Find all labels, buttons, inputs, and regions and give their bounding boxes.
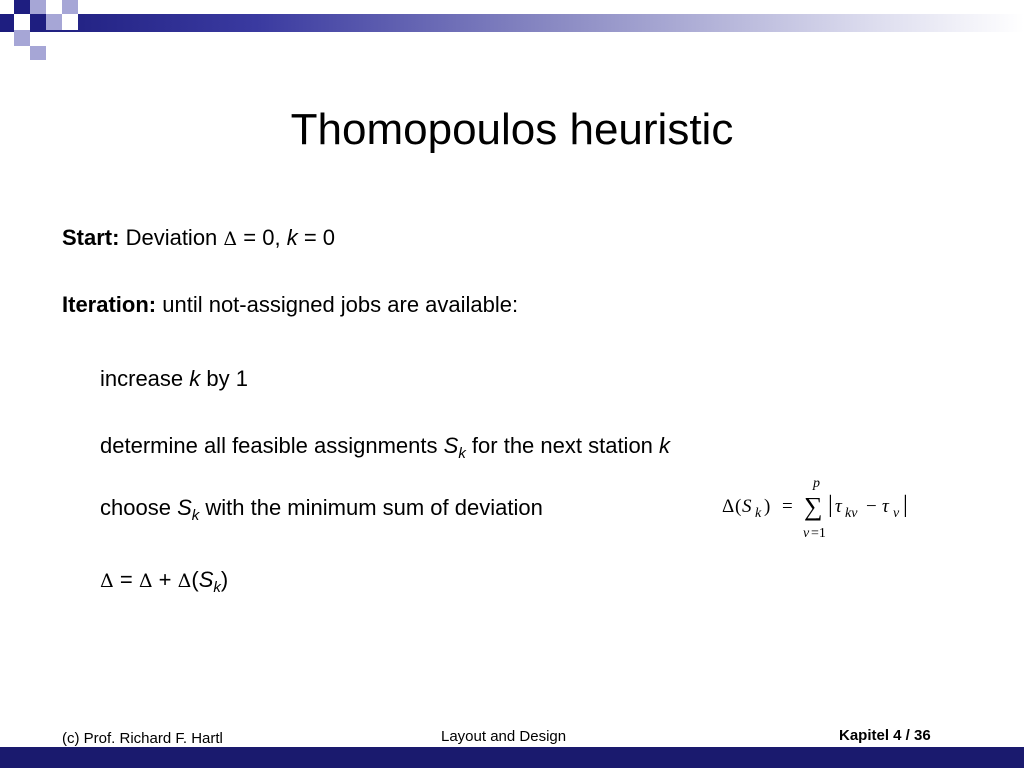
paren: ) [220,567,229,592]
sum-lower-limit: v [803,526,810,541]
start-label: Start: [62,225,120,250]
header-decor-square [30,14,46,30]
step-determine-assignments [100,432,670,460]
iteration-text: until not-assigned jobs are available: [156,292,519,317]
header-decor-square [14,30,30,46]
formula-s: S [742,496,752,517]
header-decor-square [0,14,14,30]
step-text: determine all feasible assignments [100,433,444,458]
k-subscript: k [458,445,466,462]
header-decor-square [46,0,62,14]
k-subscript: k [213,579,221,596]
header-decor-square [14,14,30,30]
footer-page-number: Kapitel 4 / 36 [839,727,931,744]
abs-bar-left: | [828,492,833,518]
k-variable: k [189,366,201,391]
abs-bar-right: | [903,492,908,518]
step-text: for the next station [465,433,660,458]
header-decor-square [62,0,78,14]
step-choose-minimum [100,494,543,522]
step-increase-k [100,365,248,393]
sum-lower-limit: =1 [811,526,826,541]
start-line [62,224,335,253]
iteration-line [62,291,518,319]
step-text: with the minimum sum of deviation [199,495,543,520]
formula-paren: ( [735,496,742,517]
start-text: = 0, [237,225,287,250]
header-decor-square [46,14,62,30]
k-variable: k [659,433,671,458]
paren: ( [191,567,199,592]
equals-sign: = [113,567,139,592]
formula-equals: = [782,496,793,517]
delta-symbol: Δ [177,570,192,592]
start-text: = 0 [297,225,336,250]
footer-bar [0,747,1024,768]
delta-symbol: Δ [138,570,153,592]
s-variable: S [443,433,459,458]
s-variable: S [177,495,192,520]
header-decor-square [30,0,46,14]
formula-minus: − [866,496,877,517]
formula-delta: Δ [722,496,735,517]
slide-title: Thomopoulos heuristic [290,105,734,154]
header-decor-square [30,46,46,60]
step-text: increase [100,366,190,391]
formula-paren: ) [764,496,771,517]
delta-symbol: Δ [223,228,238,250]
formula-subscript: kv [845,506,858,521]
header-gradient-bar [0,14,1024,32]
delta-symbol: Δ [100,570,114,592]
k-variable: k [286,225,298,250]
sum-upper-limit: p [813,476,820,491]
formula-subscript: v [893,506,900,521]
iteration-label: Iteration: [62,292,157,317]
step-update-deviation [100,566,228,595]
formula-subscript: k [755,506,762,521]
k-subscript: k [191,507,200,524]
formula-tau: τ [882,496,889,517]
deviation-formula [720,476,920,546]
step-text: choose [100,495,178,520]
footer-course: Layout and Design [441,728,567,745]
header-decor-square [62,14,78,30]
header-decor-square [14,0,30,14]
formula-tau: τ [835,496,842,517]
s-variable: S [198,567,214,592]
start-text: Deviation [125,225,224,250]
step-text: by 1 [200,366,248,391]
sum-symbol: ∑ [804,492,823,521]
plus-sign: + [152,567,178,592]
footer-author: (c) Prof. Richard F. Hartl [62,730,223,747]
